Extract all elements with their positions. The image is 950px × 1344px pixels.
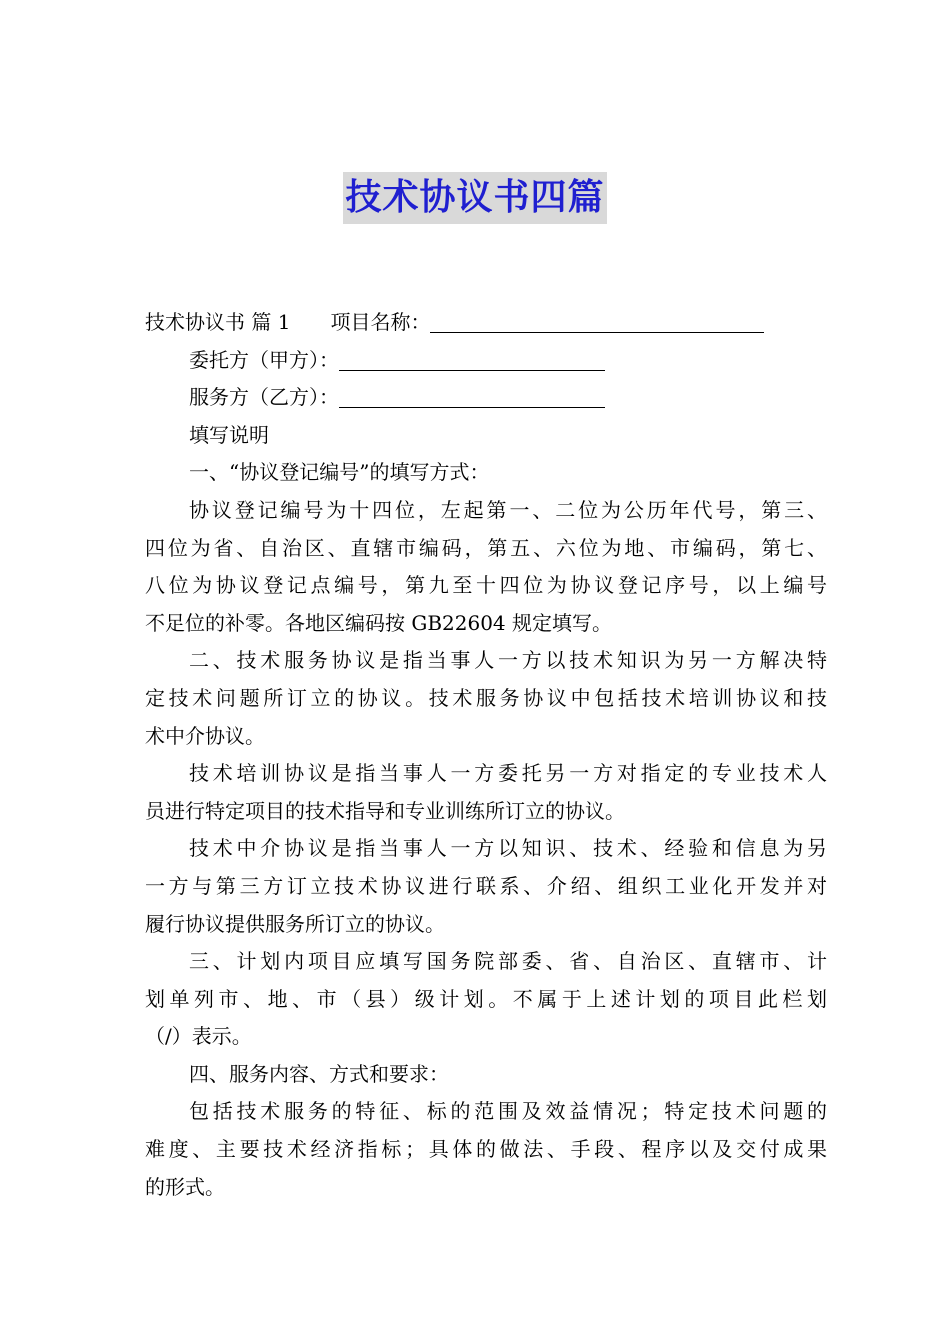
text-line: 三、计划内项目应填写国务院部委、省、自治区、直辖市、计 <box>189 949 827 974</box>
text-line: 八位为协议登记点编号，第九至十四位为协议登记序号，以上编号 <box>145 573 827 598</box>
text-line: 技术中介协议是指当事人一方以知识、技术、经验和信息为另 <box>189 836 827 861</box>
document-title: 技术协议书四篇 <box>343 172 606 224</box>
text-line: 四、服务内容、方式和要求： <box>189 1061 449 1086</box>
text-line: 一方与第三方订立技术协议进行联系、介绍、组织工业化开发并对 <box>145 873 827 898</box>
provider-field-line <box>145 379 827 417</box>
text-line: 四位为省、自治区、直辖市编码，第五、六位为地、市编码，第七、 <box>145 535 827 560</box>
doc-label: 技术协议书 篇 1 <box>145 310 291 334</box>
text-line: （/）表示。 <box>145 1024 252 1049</box>
client-field-line <box>145 342 827 380</box>
text-line: 定技术问题所订立的协议。技术服务协议中包括技术培训协议和技 <box>145 685 827 710</box>
project-label: 项目名称： <box>330 310 431 334</box>
text-line: 难度、主要技术经济指标；具体的做法、手段、程序以及交付成果 <box>145 1137 827 1162</box>
document-body <box>145 304 827 1206</box>
client-blank <box>339 344 605 371</box>
text-line: 包括技术服务的特征、标的范围及效益情况；特定技术问题的 <box>189 1099 827 1124</box>
text-line: 履行协议提供服务所订立的协议。 <box>145 911 445 936</box>
text-line: 一、“协议登记编号”的填写方式： <box>189 460 490 485</box>
client-label: 委托方（甲方）： <box>189 347 339 372</box>
text-line: 员进行特定项目的技术指导和专业训练所订立的协议。 <box>145 798 625 823</box>
provider-blank <box>339 381 605 408</box>
text-line: 协议登记编号为十四位，左起第一、二位为公历年代号，第三、 <box>189 497 827 522</box>
text-line: 的形式。 <box>145 1174 225 1199</box>
text-line: 技术培训协议是指当事人一方委托另一方对指定的专业技术人 <box>189 761 827 786</box>
project-name-blank <box>430 306 764 333</box>
text-line: 不足位的补零。各地区编码按 GB22604 规定填写。 <box>145 610 613 635</box>
text-line: 划单列市、地、市（县）级计划。不属于上述计划的项目此栏划 <box>145 986 827 1011</box>
text-line: 填写说明 <box>189 422 269 447</box>
instruction-text <box>145 417 827 1206</box>
text-line: 二、技术服务协议是指当事人一方以技术知识为另一方解决特 <box>189 648 827 673</box>
header-line <box>145 304 827 342</box>
title-block <box>0 172 950 224</box>
text-line: 术中介协议。 <box>145 723 265 748</box>
provider-label: 服务方（乙方）： <box>189 385 339 410</box>
